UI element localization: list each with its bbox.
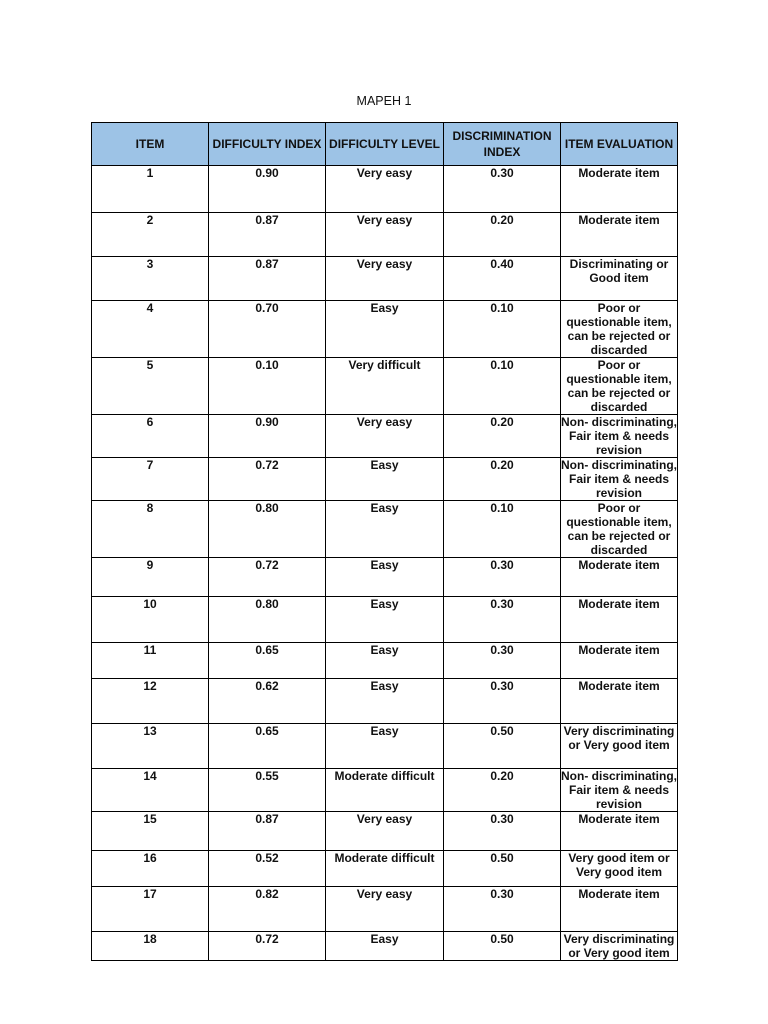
cell-discrimination-index: 0.20 [444, 458, 561, 501]
cell-item-evaluation: Poor or questionable item, can be rejected or discarded [561, 301, 678, 358]
cell-difficulty-level: Very easy [326, 257, 444, 301]
cell-item: 15 [92, 812, 209, 851]
cell-item: 14 [92, 769, 209, 812]
cell-item: 10 [92, 597, 209, 643]
cell-item-evaluation: Non- discriminating, Fair item & needs revision [561, 769, 678, 811]
cell-discrimination-index: 0.30 [444, 558, 561, 597]
cell-item: 12 [92, 679, 209, 724]
cell-difficulty-level: Very easy [326, 415, 444, 458]
cell-item: 16 [92, 851, 209, 887]
table-row [92, 887, 678, 932]
cell-discrimination-index: 0.40 [444, 257, 561, 301]
cell-difficulty-index: 0.70 [209, 301, 326, 358]
cell-difficulty-index: 0.62 [209, 679, 326, 724]
cell-difficulty-index: 0.82 [209, 887, 326, 932]
cell-difficulty-index: 0.87 [209, 257, 326, 301]
cell-difficulty-index: 0.72 [209, 558, 326, 597]
cell-item: 2 [92, 213, 209, 257]
cell-difficulty-index: 0.55 [209, 769, 326, 812]
cell-item-evaluation: Poor or questionable item, can be rejected or discarded [561, 358, 678, 415]
cell-item-evaluation: Non- discriminating, Fair item & needs revision [561, 415, 678, 457]
cell-item: 5 [92, 358, 209, 415]
table-row [92, 213, 678, 257]
cell-difficulty-index: 0.90 [209, 166, 326, 213]
cell-item-evaluation: Moderate item [561, 887, 678, 932]
table-row [92, 415, 678, 458]
cell-difficulty-level: Very easy [326, 213, 444, 257]
cell-item-evaluation: Very good item or Very good item [561, 851, 678, 887]
cell-difficulty-index: 0.80 [209, 501, 326, 558]
cell-discrimination-index: 0.50 [444, 724, 561, 769]
cell-item: 11 [92, 643, 209, 679]
table-row [92, 851, 678, 887]
table-row [92, 501, 678, 558]
cell-discrimination-index: 0.20 [444, 213, 561, 257]
header-difficulty-index: DIFFICULTY INDEX [209, 123, 326, 166]
cell-item-evaluation: Moderate item [561, 679, 678, 724]
table-row [92, 812, 678, 851]
cell-difficulty-level: Easy [326, 501, 444, 558]
cell-difficulty-level: Easy [326, 679, 444, 724]
cell-difficulty-index: 0.52 [209, 851, 326, 887]
cell-item-evaluation: Moderate item [561, 812, 678, 851]
cell-discrimination-index: 0.30 [444, 597, 561, 643]
cell-difficulty-level: Very difficult [326, 358, 444, 415]
cell-difficulty-level: Easy [326, 724, 444, 769]
table-row [92, 257, 678, 301]
header-item-evaluation: ITEM EVALUATION [561, 123, 678, 166]
cell-item-evaluation: Moderate item [561, 558, 678, 597]
table-body [92, 166, 678, 961]
cell-item: 4 [92, 301, 209, 358]
table-header-row [92, 123, 678, 166]
cell-item: 1 [92, 166, 209, 213]
cell-item: 18 [92, 932, 209, 961]
cell-difficulty-index: 0.65 [209, 643, 326, 679]
cell-difficulty-index: 0.72 [209, 932, 326, 961]
cell-item: 7 [92, 458, 209, 501]
table-row [92, 679, 678, 724]
page-title: MAPEH 1 [356, 94, 412, 108]
cell-item: 6 [92, 415, 209, 458]
table-row [92, 597, 678, 643]
cell-discrimination-index: 0.30 [444, 812, 561, 851]
cell-item: 8 [92, 501, 209, 558]
table-row [92, 769, 678, 812]
cell-discrimination-index: 0.50 [444, 932, 561, 961]
header-difficulty-level: DIFFICULTY LEVEL [326, 123, 444, 166]
cell-difficulty-level: Very easy [326, 887, 444, 932]
cell-item: 17 [92, 887, 209, 932]
table-row [92, 724, 678, 769]
cell-discrimination-index: 0.30 [444, 643, 561, 679]
cell-discrimination-index: 0.30 [444, 887, 561, 932]
cell-item: 13 [92, 724, 209, 769]
cell-difficulty-level: Moderate difficult [326, 851, 444, 887]
cell-difficulty-level: Easy [326, 458, 444, 501]
cell-item-evaluation: Discriminating or Good item [561, 257, 678, 301]
cell-difficulty-level: Easy [326, 301, 444, 358]
cell-difficulty-level: Very easy [326, 166, 444, 213]
cell-discrimination-index: 0.10 [444, 501, 561, 558]
cell-discrimination-index: 0.30 [444, 679, 561, 724]
cell-difficulty-index: 0.90 [209, 415, 326, 458]
cell-discrimination-index: 0.50 [444, 851, 561, 887]
table-row [92, 301, 678, 358]
cell-item-evaluation: Moderate item [561, 643, 678, 679]
cell-item-evaluation: Very discriminating or Very good item [561, 932, 678, 961]
cell-item-evaluation: Very discriminating or Very good item [561, 724, 678, 769]
cell-difficulty-level: Easy [326, 597, 444, 643]
cell-discrimination-index: 0.10 [444, 358, 561, 415]
header-discrimination-index: DISCRIMINATION INDEX [444, 123, 561, 166]
cell-difficulty-level: Moderate difficult [326, 769, 444, 812]
table-row [92, 166, 678, 213]
item-analysis-table [91, 122, 678, 961]
cell-difficulty-level: Easy [326, 558, 444, 597]
cell-difficulty-index: 0.80 [209, 597, 326, 643]
cell-item: 3 [92, 257, 209, 301]
cell-difficulty-level: Very easy [326, 812, 444, 851]
cell-difficulty-index: 0.87 [209, 213, 326, 257]
cell-difficulty-index: 0.65 [209, 724, 326, 769]
cell-item-evaluation: Moderate item [561, 597, 678, 643]
table-row [92, 643, 678, 679]
cell-difficulty-index: 0.72 [209, 458, 326, 501]
cell-item-evaluation: Poor or questionable item, can be rejected or discarded [561, 501, 678, 558]
header-item: ITEM [92, 123, 209, 166]
table-row [92, 458, 678, 501]
table-row [92, 932, 678, 961]
cell-difficulty-index: 0.87 [209, 812, 326, 851]
table-row [92, 358, 678, 415]
cell-discrimination-index: 0.30 [444, 166, 561, 213]
cell-item: 9 [92, 558, 209, 597]
cell-item-evaluation: Non- discriminating, Fair item & needs revision [561, 458, 678, 500]
cell-difficulty-index: 0.10 [209, 358, 326, 415]
table-row [92, 558, 678, 597]
cell-difficulty-level: Easy [326, 643, 444, 679]
cell-discrimination-index: 0.20 [444, 415, 561, 458]
cell-item-evaluation: Moderate item [561, 166, 678, 213]
cell-item-evaluation: Moderate item [561, 213, 678, 257]
cell-discrimination-index: 0.10 [444, 301, 561, 358]
cell-difficulty-level: Easy [326, 932, 444, 961]
cell-discrimination-index: 0.20 [444, 769, 561, 812]
